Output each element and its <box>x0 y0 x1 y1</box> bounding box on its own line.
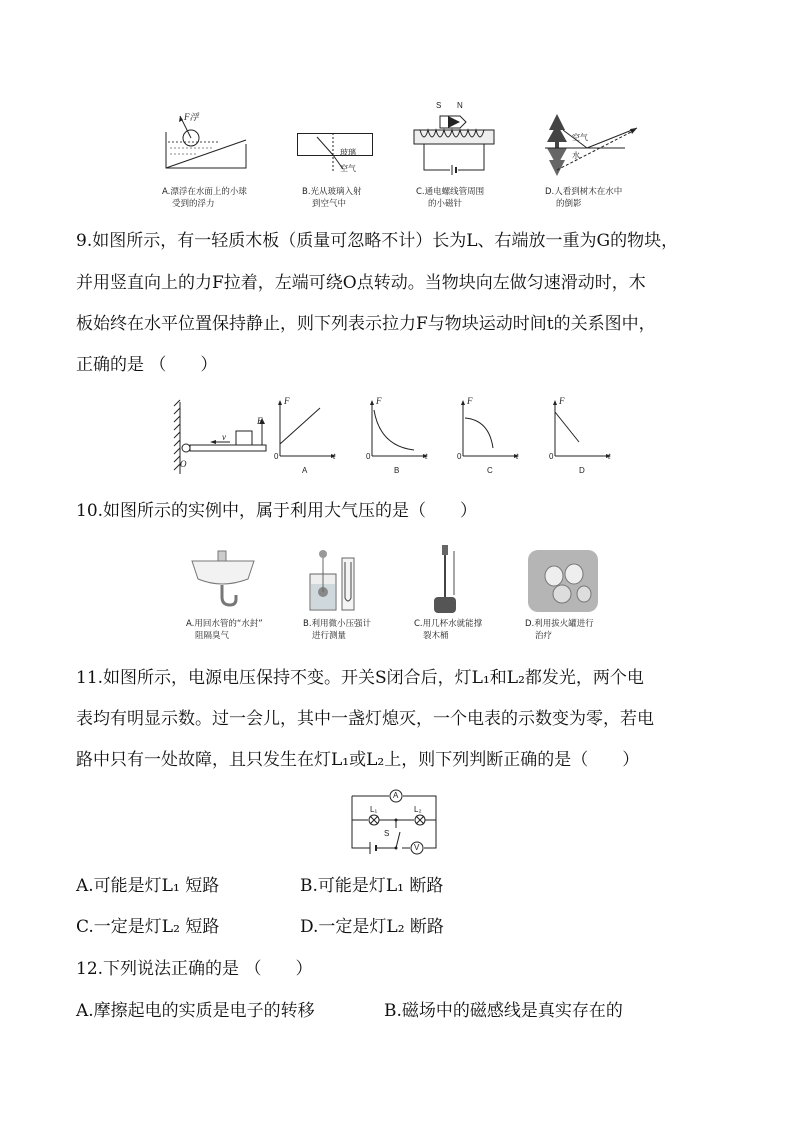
caption-d-1: D.人看到树木在水中 <box>545 187 623 197</box>
graph-d-xlabel: t <box>608 451 611 461</box>
graph-a-ylabel: F <box>284 396 290 406</box>
graph-d-origin: 0 <box>549 452 554 461</box>
q10-caption-c-2: 裂木桶 <box>423 631 449 641</box>
ammeter-label: A <box>393 791 399 800</box>
caption-c-2: 的小磁针 <box>428 199 463 209</box>
q9-line-3: 板始终在水平位置保持静止，则下列表示拉力F与物块运动时间t的关系图中， <box>76 314 656 334</box>
q11-line-2: 表均有明显示数。过一会儿，其中一盏灯熄灭，一个电表的示数变为零，若电 <box>76 709 654 729</box>
graph-c-option: C <box>487 466 493 475</box>
magnet-n-label: N <box>457 101 463 110</box>
graph-c <box>463 400 523 460</box>
magnet-s-label: S <box>436 101 442 110</box>
caption-d-2: 的倒影 <box>556 199 582 209</box>
graph-b-xlabel: t <box>425 451 428 461</box>
q10-caption-d-1: D.利用拔火罐进行 <box>525 619 594 629</box>
q9-line-4: 正确的是 （ ） <box>76 355 218 375</box>
caption-a-2: 受到的浮力 <box>172 199 215 209</box>
graph-b-origin: 0 <box>366 452 371 461</box>
voltmeter-label: V <box>414 843 420 852</box>
q11-option-d: D.一定是灯L₂ 断路 <box>300 917 444 937</box>
caption-b-2: 到空气中 <box>312 199 347 209</box>
cupping-image <box>528 550 598 612</box>
solenoid-diagram <box>410 106 500 178</box>
graph-a-option: A <box>302 466 308 475</box>
graph-c-xlabel: t <box>516 451 519 461</box>
graph-d-ylabel: F <box>559 396 565 406</box>
switch-label: S <box>384 829 390 838</box>
buoyancy-diagram <box>158 110 253 170</box>
buoyancy-force-label: F浮 <box>184 112 199 122</box>
glass-label: 玻璃 <box>340 148 356 157</box>
graph-a <box>280 400 340 460</box>
graph-d-option: D <box>579 466 585 475</box>
barrel-image <box>424 545 468 615</box>
l2-label: L₂ <box>414 805 422 814</box>
q10-caption-b-1: B.利用微小压强计 <box>303 619 372 629</box>
q11-line-3: 路中只有一处故障，且只发生在灯L₁或L₂上，则下列判断正确的是（ ） <box>76 750 640 770</box>
q10-caption-c-1: C.用几杯水就能撑 <box>414 619 483 629</box>
manometer-image <box>308 548 358 612</box>
q11-option-c: C.一定是灯L₂ 短路 <box>76 917 220 937</box>
q10-caption-d-2: 治疗 <box>535 631 553 641</box>
q11-line-1: 11.如图所示，电源电压保持不变。开关S闭合后，灯L₁和L₂都发光，两个电 <box>76 668 644 688</box>
sink-drain-image <box>188 545 258 613</box>
graph-b-ylabel: F <box>376 396 382 406</box>
circuit-diagram <box>348 790 440 858</box>
air-label: 空气 <box>340 164 356 173</box>
caption-b-1: B.光从玻璃入射 <box>302 187 362 197</box>
q10-line-1: 10.如图所示的实例中，属于利用大气压的是（ ） <box>76 501 478 521</box>
q9-line-1: 9.如图所示，有一轻质木板（质量可忽略不计）长为L、右端放一重为G的物块， <box>76 231 679 251</box>
graph-c-origin: 0 <box>457 452 462 461</box>
graph-b-option: B <box>394 466 400 475</box>
velocity-label: v <box>222 432 226 442</box>
graph-d <box>555 400 615 460</box>
q9-line-2: 并用竖直向上的力F拉着，左端可绕O点转动。当物块向左做匀速滑动时，木 <box>76 273 646 293</box>
q10-caption-a-2: 阻隔臭气 <box>195 631 230 641</box>
pivot-o-label: O <box>180 459 187 469</box>
q11-option-b: B.可能是灯L₁ 断路 <box>300 876 444 896</box>
caption-c-1: C.通电螺线管周围 <box>416 187 485 197</box>
air-label-d: 空气 <box>572 133 588 142</box>
q10-caption-a-1: A.用回水管的“水封” <box>186 619 263 629</box>
l1-label: L₁ <box>370 805 378 814</box>
reflection-diagram <box>545 110 655 182</box>
graph-b <box>372 400 432 460</box>
graph-a-xlabel: t <box>333 451 336 461</box>
q12-option-a: A.摩擦起电的实质是电子的转移 <box>76 1001 315 1021</box>
force-label: F <box>257 416 263 426</box>
q11-option-a: A.可能是灯L₁ 短路 <box>76 876 220 896</box>
q12-line-1: 12.下列说法正确的是 （ ） <box>76 959 313 979</box>
water-label-d: 水 <box>572 151 580 160</box>
caption-a-1: A.漂浮在水面上的小球 <box>162 187 247 197</box>
refraction-diagram <box>297 133 377 173</box>
graph-a-origin: 0 <box>274 452 279 461</box>
q12-option-b: B.磁场中的磁感线是真实存在的 <box>384 1001 623 1021</box>
q10-caption-b-2: 进行测量 <box>312 631 347 641</box>
graph-c-ylabel: F <box>467 396 473 406</box>
